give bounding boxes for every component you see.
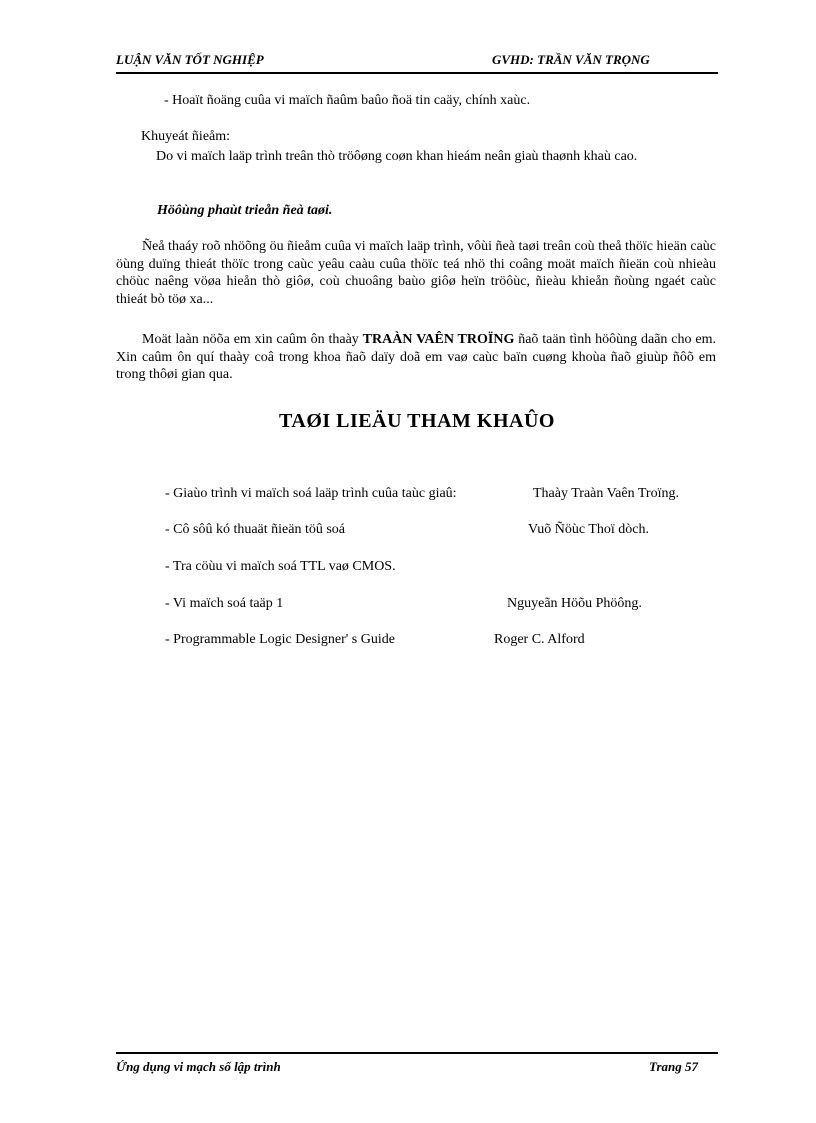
disadvantage-label: Khuyeát ñieåm: xyxy=(141,129,231,144)
disadvantage-paragraph: Do vi maïch laäp trình treân thò tröôøng coøn khan hieám neân giaù thaønh khaù cao. xyxy=(156,149,638,164)
reference-title: - Tra cöùu vi maïch soá TTL vaø CMOS. xyxy=(165,559,396,574)
thanks-paragraph xyxy=(116,331,716,384)
advisor-name: TRAÀN VAÊN TROÏNG xyxy=(362,332,515,347)
bullet-advantage-line: - Hoaït ñoäng cuûa vi maïch ñaûm baûo ñoä tin caäy, chính xaùc. xyxy=(164,93,531,108)
reference-author: Roger C. Alford xyxy=(494,632,585,647)
reference-title: - Vi maïch soá taäp 1 xyxy=(165,596,284,611)
development-heading: Höôùng phaùt trieån ñeà taøi. xyxy=(157,203,333,218)
reference-author: Vuõ Ñöùc Thoï dòch. xyxy=(528,522,649,537)
page-header xyxy=(116,50,718,74)
thanks-text-end: ñaõ taän tình höôùng daãn cho em. Xin caûm ôn quí thaày coâ trong khoa ñaõ daïy doã em vaø caùc baïn cuøng khoùa ñaõ giuùp ñôõ em trong thôøi gian qua. xyxy=(116,332,716,382)
reference-author: Thaày Traàn Vaên Troïng. xyxy=(533,486,679,501)
footer-rule xyxy=(116,1052,718,1054)
header-thesis-label: LUẬN VĂN TỐT NGHIỆP xyxy=(116,52,264,67)
references-title: TAØI LIEÄU THAM KHAÛO xyxy=(279,410,555,432)
thanks-text-start: Moät laàn nöõa em xin caûm ôn thaày xyxy=(142,332,363,347)
reference-title: - Giaùo trình vi maïch soá laäp trình cuûa taùc giaû: xyxy=(165,486,457,501)
reference-title: - Programmable Logic Designer' s Guide xyxy=(165,632,395,647)
development-paragraph: Ñeå thaáy roõ nhöõng öu ñieåm cuûa vi maïch laäp trình, vôùi ñeà taøi treân coù theå thöïc hieän caùc öùng duïng thieát thöïc trong caùc yeâu caàu cuûa thöïc teá nhö thi coâng moät maïch ñieän coù nhieàu chöùc naêng vöøa hieån thò giôø, coù chuoâng baùo giôø heïn tröôùc, ñieàu khieån ñoùng ngaét caùc thieát bò töø xa... xyxy=(116,239,716,307)
reference-title: - Cô sôû kó thuaät ñieän töû soá xyxy=(165,522,346,537)
footer-topic-label: Ứng dụng vi mạch số lập trình xyxy=(116,1059,281,1074)
header-advisor-label: GVHD: TRẦN VĂN TRỌNG xyxy=(492,52,650,67)
page-number: Trang 57 xyxy=(649,1059,698,1074)
reference-author: Nguyeãn Höõu Phöông. xyxy=(507,596,642,611)
